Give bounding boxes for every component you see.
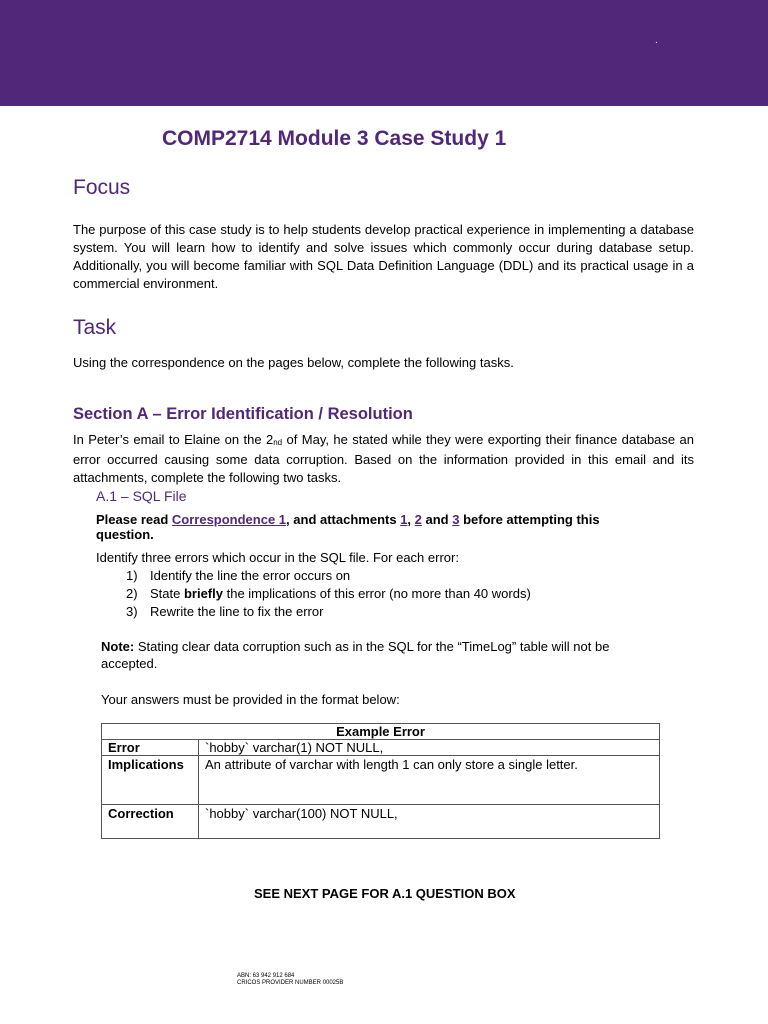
next-page-notice: SEE NEXT PAGE FOR A.1 QUESTION BOX (254, 886, 516, 901)
section-a-heading: Section A – Error Identification / Resolution (73, 405, 413, 423)
correspondence-1-link[interactable]: Correspondence 1 (171, 512, 287, 527)
a1-heading: A.1 – SQL File (96, 488, 187, 504)
attachment-1-link[interactable]: 1 (400, 512, 408, 527)
attachment-2-link[interactable]: 2 (414, 512, 422, 527)
list-item: 3) Rewrite the line to fix the error (126, 604, 324, 619)
banner-dot: . (655, 35, 658, 46)
table-row (102, 740, 660, 756)
focus-paragraph: The purpose of this case study is to help students develop practical experience in implementing a database system. You will learn how to identify and solve issues which commonly occur during database setup. Additionally, you will become familiar with SQL Data Definition Language (DDL) and its practical usage in a commercial environment. (73, 222, 694, 291)
table-header: Example Error (102, 724, 660, 740)
table-row (102, 756, 660, 805)
table-cell-value: `hobby` varchar(100) NOT NULL, (199, 805, 660, 839)
footer-abn: ABN: 63 942 912 684 (237, 973, 295, 979)
section-a-intro: In Peter’s email to Elaine on the $2_{nd}$ of May, he stated while they were exporting their finance database an error occurred causing some data corruption. Based on the information provided in this email and its attachments, complete the following two tasks. (73, 432, 694, 485)
table-cell-value: An attribute of varchar with length 1 can only store a single letter. (199, 756, 660, 805)
table-header-row (102, 724, 660, 740)
table-cell-value: `hobby` varchar(1) NOT NULL, (199, 740, 660, 756)
note-text: Note: Stating clear data corruption such as in the SQL for the “TimeLog” table will not be (101, 639, 610, 654)
ordinal-suffix: nd (273, 438, 283, 447)
list-item: 2) State briefly the implications of this error (no more than 40 words) (126, 586, 531, 601)
format-instruction: Your answers must be provided in the format below: (101, 692, 400, 707)
task-paragraph: Using the correspondence on the pages below, complete the following tasks. (73, 355, 514, 370)
list-item: 1) Identify the line the error occurs on (126, 568, 351, 583)
read-instruction-line2: question. (96, 527, 154, 542)
table-cell-label: Correction (102, 805, 199, 839)
table-cell-label: Error (102, 740, 199, 756)
table-cell-label: Implications (102, 756, 199, 805)
table-row (102, 805, 660, 839)
attachment-3-link[interactable]: 3 (452, 512, 460, 527)
footer-cricos: CRICOS PROVIDER NUMBER 00025B (237, 980, 344, 986)
document-title: COMP2714 Module 3 Case Study 1 (162, 127, 507, 150)
steps-list (126, 567, 531, 621)
note-text-line2: accepted. (101, 656, 158, 671)
read-instruction: Please read Correspondence 1, and attachments 1, 2 and 3 before attempting this (96, 512, 600, 527)
task-heading: Task (73, 316, 117, 339)
focus-heading: Focus (73, 176, 131, 199)
example-error-table (101, 723, 660, 839)
identify-instruction: Identify three errors which occur in the SQL file. For each error: (96, 550, 459, 565)
